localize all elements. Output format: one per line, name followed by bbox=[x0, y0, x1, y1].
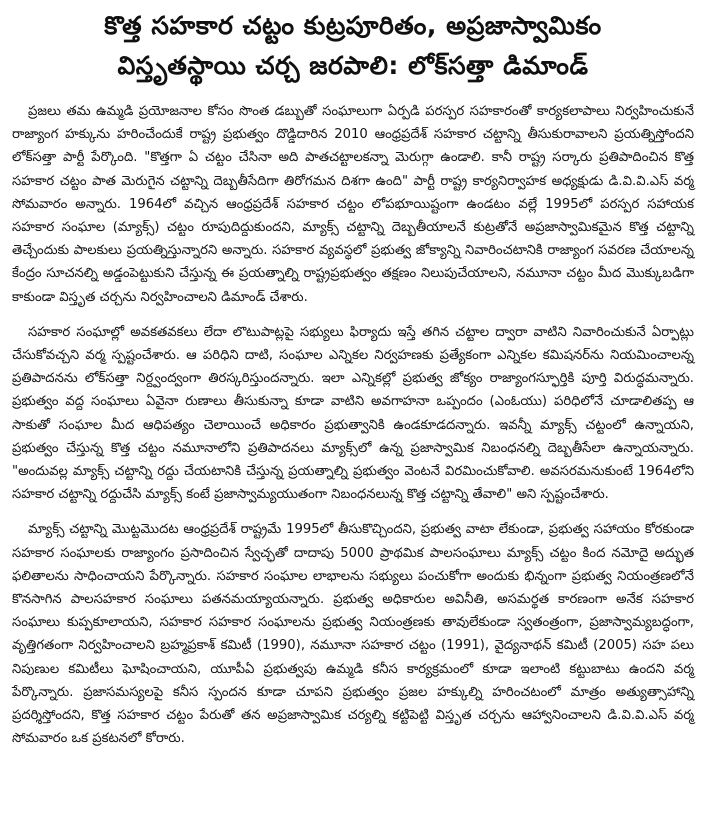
paragraph-2: సహకార సంఘాల్లో అవకతవకలు లేదా లొటుపాట్లపై సభ్యులు ఫిర్యాదు ఇస్తే తగిన చట్టాల ద్వారా వాటిని నివారించుకునే ఏర్పాట్లు చేసుకోవచ్చని వర్మ స్పష్టంచేశారు. ఆ పరిధిని దాటి, సంఘాల ఎన్నికల నిర్వహణకు ప్రత్యేకంగా ఎన్నికల కమిషనర్‌ను నియమించాలన్న ప్రతిపాదనను లోక్‌సత్తా నిర్ద్వంద్వంగా తిరస్కరిస్తుందన్నారు. ఇలా ఎన్నికల్లో ప్రభుత్వ జోక్యం రాజ్యాంగస్ఫూర్తికి పూర్తి విరుద్ధమన్నారు. ప్రభుత్వం వద్ద సంఘాలు ఏవైనా రుణాలు తీసుకున్నా కూడా వాటిని అవగాహనా ఒప్పందం (ఎంఓయు) పరిధిలోనే చూడాలితప్ప ఆ సాకుతో సంఘాల మీద ఆధిపత్యం చెలాయించే అధికారం ప్రభుత్వానికి ఉండకూడదన్నారు. ఇవన్నీ మ్యాక్స్ చట్టంలో ఉన్నాయని, ప్రభుత్వం చేస్తున్న కొత్త చట్టం నమూనాలోని ప్రతిపాదనలు మ్యాక్స్‌లో ఉన్న ప్రజాస్వామిక నిబంధనల్ని దెబ్బతీసేలా ఉన్నాయన్నారు. "అందువల్ల మ్యాక్స్ చట్టాన్ని రద్దు చేయటానికి చేస్తున్న ప్రయత్నాల్ని ప్రభుత్వం వెంటనే విరమించుకోవాలి. అవసరమనుకుంటే 1964లోని సహకార చట్టాన్ని రద్దుచేసి మ్యాక్స్ కంటే ప్రజాస్వామ్యయుతంగా నిబంధనలున్న కొత్త చట్టాన్ని తేవాలి" అని స్పష్టంచేశారు. bbox=[12, 324, 694, 503]
headline-line-1: కొత్త సహకార చట్టం కుట్రపూరితం, అప్రజాస్వామికం bbox=[104, 11, 602, 40]
article-headline bbox=[12, 6, 694, 86]
paragraph-3: మ్యాక్స్ చట్టాన్ని మొట్టమొదట ఆంధ్రప్రదేశ్ రాష్ట్రమే 1995లో తీసుకొచ్చిందని, ప్రభుత్వ వాటా లేకుండా, ప్రభుత్వ సహాయం కోరకుండా సహకార సంఘాలకు రాజ్యాంగం ప్రసాదించిన స్వేచ్ఛతో దాదాపు 5000 ప్రాథమిక పాలసంఘాలు మ్యాక్స్ చట్టం కింద నమోదై అద్భుత ఫలితాలను సాధించాయని పేర్కొన్నారు. సహకార సంఘాల లాభాలను సభ్యులు పంచుకోగా అందుకు భిన్నంగా ప్రభుత్వ నియంత్రణలోనే కొనసాగిన పాలసహకార సంఘాలు పతనమయ్యాయన్నారు. ప్రభుత్వ అధికారుల అవినీతి, అసమర్థత కారణంగా అనేక సహకార సంఘాలు కుప్పకూలాయని, సహకార సహకార సంఘాలను ప్రభుత్వ నియంత్రణకు తావులేకుండా స్వతంత్రంగా, ప్రజాస్వామ్యబద్ధంగా, వృత్తిగతంగా నిర్వహించాలని బ్రహ్మప్రకాశ్ కమిటీ (1990), నమూనా సహకార చట్టం (1991), వైద్యనాథన్ కమిటీ (2005) సహ పలు నిపుణుల కమిటీలు ఘోషించాయని, యూపీఏ ప్రభుత్వపు ఉమ్మడి కనీస కార్యక్రమంలో కూడా ఇలాంటి కట్టుబాటు ఉందని వర్మ పేర్కొన్నారు. ప్రజాసమస్యలపై కనీస స్పందన కూడా చూపని ప్రభుత్వం ప్రజల హక్కుల్ని హరించటంలో మాత్రం అత్యుత్సాహాన్ని ప్రదర్శిస్తోందని, కొత్త సహకార చట్టం పేరుతో తన అప్రజాస్వామిక చర్యల్ని కట్టిపెట్టి విస్తృత చర్చను ఆహ్వానించాలని డి.వి.వి.ఎస్ వర్మ సోమవారం ఒక ప్రకటనలో కోరారు. bbox=[12, 522, 694, 747]
paragraph-1: ప్రజలు తమ ఉమ్మడి ప్రయోజనాల కోసం సొంత డబ్బుతో సంఘాలుగా ఏర్పడి పరస్పర సహకారంతో కార్యకలాపాలు నిర్వహించుకునే రాజ్యాంగ హక్కును హరించేందుకే రాష్ట్ర ప్రభుత్వం దొడ్డిదారిన 2010 ఆంధ్రప్రదేశ్ సహకార చట్టాన్ని తీసుకురావాలని ప్రయత్నిస్తోందని లోక్‌సత్తా పార్టీ పేర్కొంది. "కొత్తగా ఏ చట్టం చేసినా అది పాతచట్టాలకన్నా మెరుగ్గా ఉండాలి. కానీ రాష్ట్ర సర్కారు ప్రతిపాదించిన కొత్త సహకార చట్టం పాత మెరుగైన చట్టాన్ని దెబ్బతీసేదిగా తిరోగమన దిశగా ఉంది" పార్టీ రాష్ట్ర కార్యనిర్వాహక అధ్యక్షుడు డి.వి.వి.ఎస్ వర్మ సోమవారం అన్నారు. 1964లో వచ్చిన ఆంధ్రప్రదేశ్ సహకార చట్టం లోపభూయిష్టంగా ఉండటం వల్లే 1995లో పరస్పర సహాయక సహకార సంఘాల (మ్యాక్స్) చట్టం రూపుదిద్దుకుందని, మ్యాక్స్ చట్టాన్ని దెబ్బతీయాలనే కుట్రతోనే అప్రజాస్వామికమైన కొత్త చట్టాన్ని తెచ్చేందుకు పాలకులు ప్రయత్నిస్తున్నారని అన్నారు. సహకార వ్యవస్థలో ప్రభుత్వ జోక్యాన్ని నివారించటానికి రాజ్యాంగ సవరణ చేయాలన్న కేంద్రం సూచనల్ని అడ్డంపెట్టుకుని చేస్తున్న ఈ ప్రయత్నాల్ని రాష్ట్రప్రభుత్వం తక్షణం నిలుపుచేయాలని, నమూనా చట్టం మీద మొక్కుబడిగా కాకుండా విస్తృత చర్చను నిర్వహించాలని డిమాండ్ చేశారు. bbox=[12, 104, 694, 305]
headline-line-2: విస్తృతస్థాయి చర్చ జరపాలి: లోక్‌సత్తా డిమాండ్ bbox=[117, 51, 589, 80]
article-body bbox=[12, 100, 694, 750]
